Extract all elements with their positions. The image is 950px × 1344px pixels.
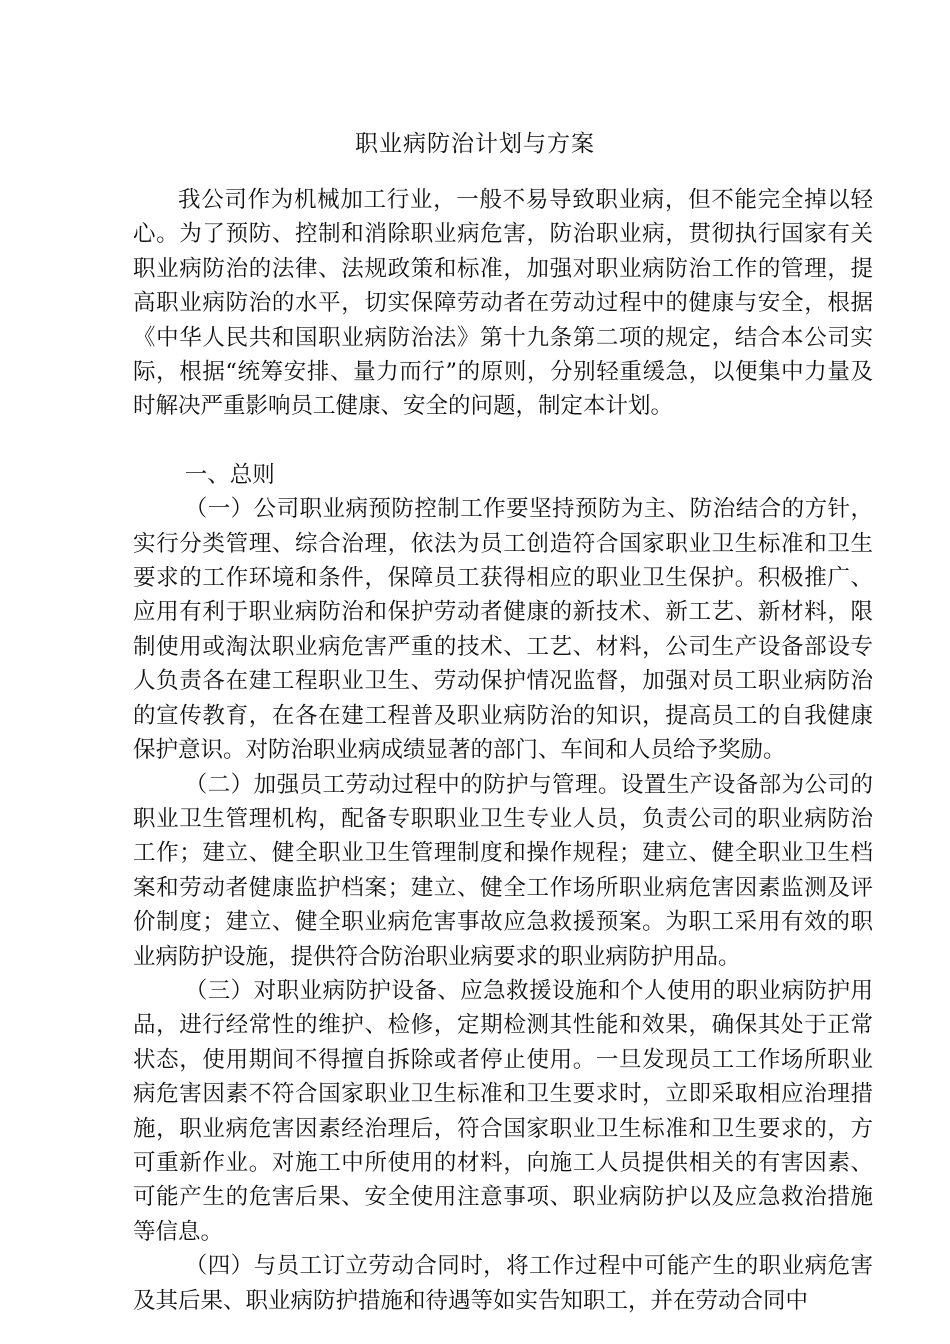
- item-paragraph-3: （三）对职业病防护设备、应急救援设施和个人使用的职业病防护用品，进行经常性的维护、检修，定期检测其性能和效果，确保其处于正常状态，使用期间不得擅自拆除或者停止使用。一旦发现员工工作场所职业病危害因素不符合国家职业卫生标准和卫生要求时，立即采取相应治理措施，职业病危害因素经治理后，符合国家职业卫生标准和卫生要求的，方可重新作业。对施工中所使用的材料，向施工人员提供相关的有害因素、可能产生的危害后果、安全使用注意事项、职业病防护以及应急救治措施等信息。: [133, 977, 873, 1245]
- item-paragraph-1: （一）公司职业病预防控制工作要坚持预防为主、防治结合的方针，实行分类管理、综合治理，依法为员工创造符合国家职业卫生标准和卫生要求的工作环境和条件，保障员工获得相应的职业卫生保护。积极推广、应用有利于职业病防治和保护劳动者健康的新技术、新工艺、新材料，限制使用或淘汰职业病危害严重的技术、工艺、材料，公司生产设备部设专人负责各在建工程职业卫生、劳动保护情况监督，加强对员工职业病防治的宣传教育，在各在建工程普及职业病防治的知识，提高员工的自我健康保护意识。对防治职业病成绩显著的部门、车间和人员给予奖励。: [133, 496, 873, 764]
- paragraph-spacer: [133, 424, 873, 458]
- section-heading-general: 一、总则: [184, 461, 275, 488]
- item-paragraph-2: （二）加强员工劳动过程中的防护与管理。设置生产设备部为公司的职业卫生管理机构，配备专职职业卫生专业人员，负责公司的职业病防治工作；建立、健全职业卫生管理制度和操作规程；建立、健全职业卫生档案和劳动者健康监护档案；建立、健全工作场所职业病危害因素监测及评价制度；建立、健全职业病危害事故应急救援预案。为职工采用有效的职业病防护设施，提供符合防治职业病要求的职业病防护用品。: [133, 771, 873, 970]
- intro-paragraph: 我公司作为机械加工行业，一般不易导致职业病，但不能完全掉以轻心。为了预防、控制和消除职业病危害，防治职业病，贯彻执行国家有关职业病防治的法律、法规政策和标准，加强对职业病防治工作的管理，提高职业病防治的水平，切实保障劳动者在劳动过程中的健康与安全，根据《中华人民共和国职业病防治法》第十九条第二项的规定，结合本公司实际，根据“统筹安排、量力而行”的原则，分别轻重缓急，以便集中力量及时解决严重影响员工健康、安全的问题，制定本计划。: [133, 187, 873, 420]
- document-body: [133, 183, 873, 1318]
- item-paragraph-4: （四）与员工订立劳动合同时，将工作过程中可能产生的职业病危害及其后果、职业病防护措施和待遇等如实告知职工，并在劳动合同中: [133, 1253, 873, 1314]
- document-title: 职业病防治计划与方案: [355, 131, 595, 157]
